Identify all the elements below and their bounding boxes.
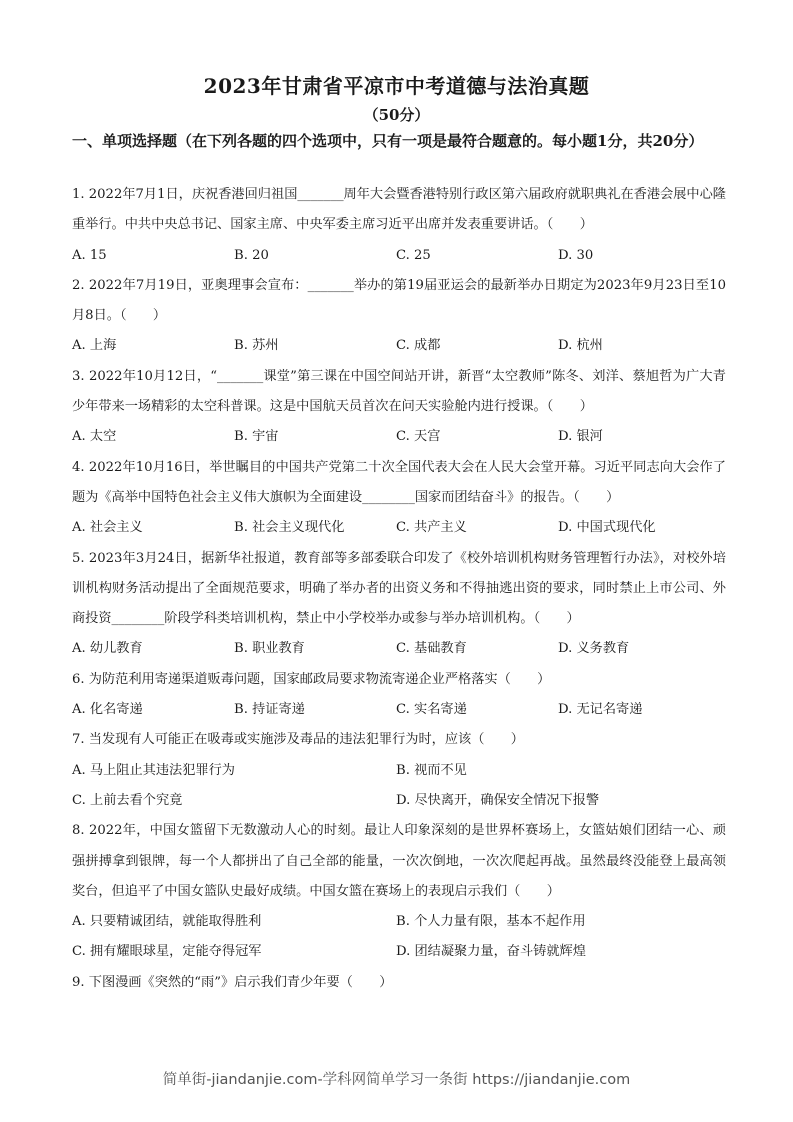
question-text: 3. 2022年10月12日，“_______课堂”第三课在中国空间站开讲，新晋“太空教师”陈冬、刘洋、蔡旭哲为广大青少年带来一场精彩的太空科普课。这是中国航天员首次在问天实验舱内进行授课。（ ） [72, 368, 726, 415]
question-text: 8. 2022年，中国女篮留下无数激动人心的时刻。最让人印象深刻的是世界杯赛场上，女篮姑娘们团结一心、顽强拼搏拿到银牌，每一个人都拼出了自己全部的能量，一次次倒地，一次次爬起再战。虽然最终没能登上最高领奖台，但追平了中国女篮队史最好成绩。中国女篮在赛场上的表现启示我们（ ） [72, 823, 726, 899]
option: C. 天宫 [396, 429, 441, 445]
option: B. 宇宙 [234, 429, 279, 445]
option: D. 中国式现代化 [558, 520, 656, 536]
option: A. 上海 [72, 338, 117, 354]
option: C. 基础教育 [396, 641, 467, 657]
option-row [72, 513, 726, 543]
question-text: 6. 为防范利用寄递渠道贩毒问题，国家邮政局要求物流寄递企业严格落实（ ） [72, 671, 551, 687]
question-text: 4. 2022年10月16日，举世瞩目的中国共产党第二十次全国代表大会在人民大会堂开幕。习近平同志向大会作了题为《高举中国特色社会主义伟大旗帜为全面建设________国家而团结奋斗》的报告。（ ） [72, 459, 726, 505]
option: D. 团结凝聚力量，奋斗铸就辉煌 [396, 944, 586, 960]
option-row [72, 634, 726, 664]
question-text: 1. 2022年7月1日，庆祝香港回归祖国_______周年大会暨香港特别行政区第六届政府就职典礼在香港会展中心隆重举行。中共中央总书记、国家主席、中央军委主席习近平出席并发表重要讲话。（ ） [72, 187, 726, 233]
question-list [72, 180, 726, 998]
option: A. 只要精诚团结，就能取得胜利 [72, 914, 262, 930]
question-text: 2. 2022年7月19日，亚奥理事会宣布：_______举办的第19届亚运会的最新举办日期定为2023年9月23日至10月8日。（ ） [72, 277, 726, 324]
option: C. 共产主义 [396, 520, 467, 536]
option: B. 个人力量有限，基本不起作用 [396, 914, 586, 930]
option: B. 20 [234, 247, 269, 263]
option-row [72, 907, 726, 937]
option: D. 杭州 [558, 338, 603, 354]
option: D. 30 [558, 247, 594, 263]
option: B. 持证寄递 [234, 702, 305, 718]
option: A. 太空 [72, 429, 117, 445]
footer-watermark: 简单街-jiandanjie.com-学科网简单学习一条街 https://jiandanjie.com [162, 1072, 631, 1088]
option: A. 15 [72, 247, 107, 263]
option: D. 银河 [558, 429, 603, 445]
option-row [72, 331, 726, 361]
question-text: 7. 当发现有人可能正在吸毒或实施涉及毒品的违法犯罪行为时，应该（ ） [72, 732, 524, 748]
option-row [72, 937, 726, 967]
option-row [72, 756, 726, 786]
option: A. 社会主义 [72, 520, 143, 536]
option: C. 成都 [396, 338, 441, 354]
page-title: 2023年甘肃省平凉市中考道德与法治真题 [203, 74, 590, 98]
option: C. 实名寄递 [396, 702, 467, 718]
option: B. 苏州 [234, 338, 279, 354]
option: C. 25 [396, 247, 431, 263]
score-subtitle: （50分） [363, 106, 430, 124]
option-row [72, 422, 726, 452]
option: D. 无记名寄递 [558, 702, 643, 718]
option: B. 视而不见 [396, 762, 467, 778]
option: B. 社会主义现代化 [234, 520, 345, 536]
option-row [72, 241, 726, 271]
option: D. 义务教育 [558, 641, 630, 657]
option: A. 化名寄递 [72, 702, 143, 718]
option: C. 上前去看个究竟 [72, 792, 183, 808]
option: A. 马上阻止其违法犯罪行为 [72, 762, 235, 778]
option: D. 尽快离开，确保安全情况下报警 [396, 792, 600, 808]
option: C. 拥有耀眼球星，定能夺得冠军 [72, 944, 262, 960]
option-row [72, 786, 726, 816]
option: A. 幼儿教育 [72, 641, 143, 657]
option-row [72, 695, 726, 725]
section-heading: 一、单项选择题（在下列各题的四个选项中，只有一项是最符合题意的。每小题1分，共20分） [72, 132, 704, 150]
option: B. 职业教育 [234, 641, 305, 657]
question-text: 9. 下图漫画《突然的“雨”》启示我们青少年要（ ） [72, 974, 393, 990]
question-text: 5. 2023年3月24日，据新华社报道，教育部等多部委联合印发了《校外培训机构财务管理暂行办法》，对校外培训机构财务活动提出了全面规范要求，明确了举办者的出资义务和不得抽逃出资的要求，同时禁止上市公司、外商投资________阶段学科类培训机构，禁止中小学校举办或参与举办培训机构。（ ） [72, 550, 726, 627]
